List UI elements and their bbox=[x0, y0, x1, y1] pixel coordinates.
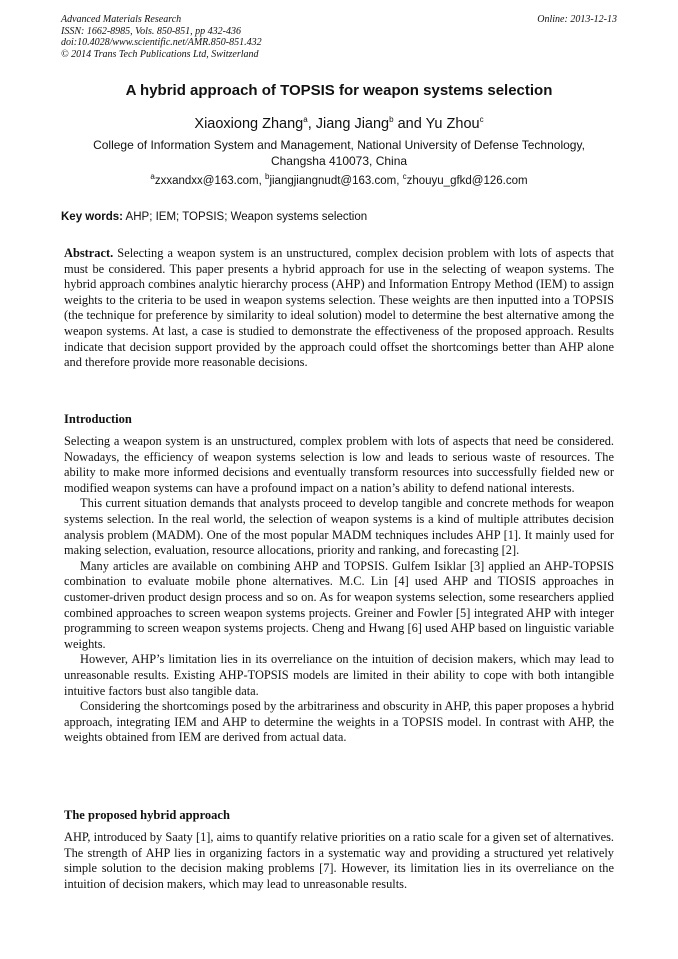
issn-line: ISSN: 1662-8985, Vols. 850-851, pp 432-436 bbox=[61, 25, 241, 37]
online-date: Online: 2013-12-13 bbox=[537, 14, 617, 25]
abstract-text: Selecting a weapon system is an unstructured, complex decision problem with lots of aspects that must be considered. This paper presents a hybrid approach for use in the selecting of weapon systems. The hybrid approach combines analytic hierarchy process (AHP) and Information Entropy Method (IEM) to assign weights to the criteria to be used in weapon systems selection. These weights are then inputted into a TOPSIS (the technique for preference by similarity to ideal solution) model to determine the best alternative among the weapon systems. At last, a case is studied to demonstrate the effectiveness of the proposed approach. Results indicate that decision support provided by the approach could offset the shortcomings better than AHP alone and therefore provide more reasonable decisions. bbox=[64, 246, 614, 370]
proposed-approach-section bbox=[64, 830, 614, 892]
keywords-label: Key words: bbox=[61, 211, 123, 223]
affiliation-line-1: College of Information System and Management, National University of Defense Technology, bbox=[93, 138, 585, 152]
email-address: zxxandxx@163.com bbox=[154, 175, 259, 187]
author-name: Jiang Jiang bbox=[315, 116, 390, 132]
journal-header bbox=[61, 14, 617, 60]
journal-name: Advanced Materials Research bbox=[61, 14, 182, 25]
introduction-section bbox=[64, 434, 614, 746]
email-separator: , bbox=[258, 175, 265, 187]
author-name: Xiaoxiong Zhang bbox=[194, 116, 304, 132]
author-list bbox=[61, 115, 617, 133]
paragraph: Many articles are available on combining AHP and TOPSIS. Gulfem Isiklar [3] applied an AHP-TOPSIS combination to evaluate mobile phone alternatives. M.C. Lin [4] used AHP and TIOSIS approaches in customer-driven product design process and so on. As for weapon systems selection, some researchers applied combined approaches to screen weapon systems projects. Greiner and Fowler [5] integrated AHP with integer programming to screen weapon systems projects. Cheng and Hwang [6] used AHP based on linguistic variable weights. bbox=[64, 558, 614, 651]
abstract bbox=[64, 246, 614, 371]
email-list bbox=[61, 174, 617, 189]
author-affil-mark: b bbox=[389, 115, 394, 125]
email-mark: c bbox=[402, 172, 407, 182]
email-address: jiangjiangnudt@163.com bbox=[269, 175, 397, 187]
doi-line: doi:10.4028/www.scientific.net/AMR.850-851.432 bbox=[61, 37, 262, 48]
copyright-line: © 2014 Trans Tech Publications Ltd, Switzerland bbox=[61, 48, 259, 60]
email-mark: b bbox=[264, 172, 270, 182]
author-separator: , bbox=[307, 116, 316, 132]
paragraph: AHP, introduced by Saaty [1], aims to quantify relative priorities on a ratio scale for a given set of alternatives. The strength of AHP lies in organizing factors in a systematic way and providing a structured yet relatively simple solution to the decision making problems [7]. However, its limitation lies in its overreliance on the intuition of decision makers, which may lead to unreasonable results. bbox=[64, 830, 614, 891]
author-name: Yu Zhou bbox=[425, 116, 480, 132]
paragraph: Selecting a weapon system is an unstructured, complex problem with lots of aspects that need be considered. Nowadays, the efficiency of weapon systems selection is low and leads to serious waste of resources. The ability to make more informed decisions and eventually transform resources into successfully fielded new or modified weapon systems can have a profound impact on a nation’s ability to defend national interests. bbox=[64, 434, 614, 495]
author-separator: and bbox=[393, 116, 426, 132]
paragraph: This current situation demands that analysts proceed to develop tangible and concrete methods for weapon systems selection. In the real world, the selection of weapon systems is a kind of multiple attributes decision analysis problem (MADM). One of the most popular MADM techniques includes AHP [1]. It mainly used for making selection, evaluation, resource allocations, priority and ranking, and forecasting [2]. bbox=[64, 496, 614, 558]
email-separator: , bbox=[396, 175, 403, 187]
email-mark: a bbox=[150, 172, 155, 182]
author-affil-mark: a bbox=[303, 115, 308, 125]
affiliation-line-2: Changsha 410073, China bbox=[270, 153, 408, 168]
paper-title: A hybrid approach of TOPSIS for weapon systems selection bbox=[125, 82, 553, 99]
section-heading-introduction: Introduction bbox=[64, 412, 132, 426]
paragraph: However, AHP’s limitation lies in its overreliance on the intuition of decision makers, which may lead to unreasonable results. Existing AHP-TOPSIS models are limited in their ability to cope with both intangible intuitive factors bust also tangible data. bbox=[64, 652, 614, 698]
keywords-text: AHP; IEM; TOPSIS; Weapon systems selection bbox=[123, 211, 368, 223]
section-heading-proposed-approach: The proposed hybrid approach bbox=[64, 808, 230, 822]
author-affil-mark: c bbox=[479, 115, 484, 125]
abstract-paragraph bbox=[64, 246, 614, 371]
email-address: zhouyu_gfkd@126.com bbox=[406, 175, 528, 187]
affiliation bbox=[61, 138, 617, 169]
abstract-label: Abstract. bbox=[64, 246, 114, 260]
keywords bbox=[61, 210, 617, 225]
paragraph: Considering the shortcomings posed by the arbitrariness and obscurity in AHP, this paper proposes a hybrid approach, integrating IEM and AHP to determine the weights in a TOPSIS model. In contrast with AHP, the weights obtained from IEM are derived from actual data. bbox=[64, 699, 614, 745]
